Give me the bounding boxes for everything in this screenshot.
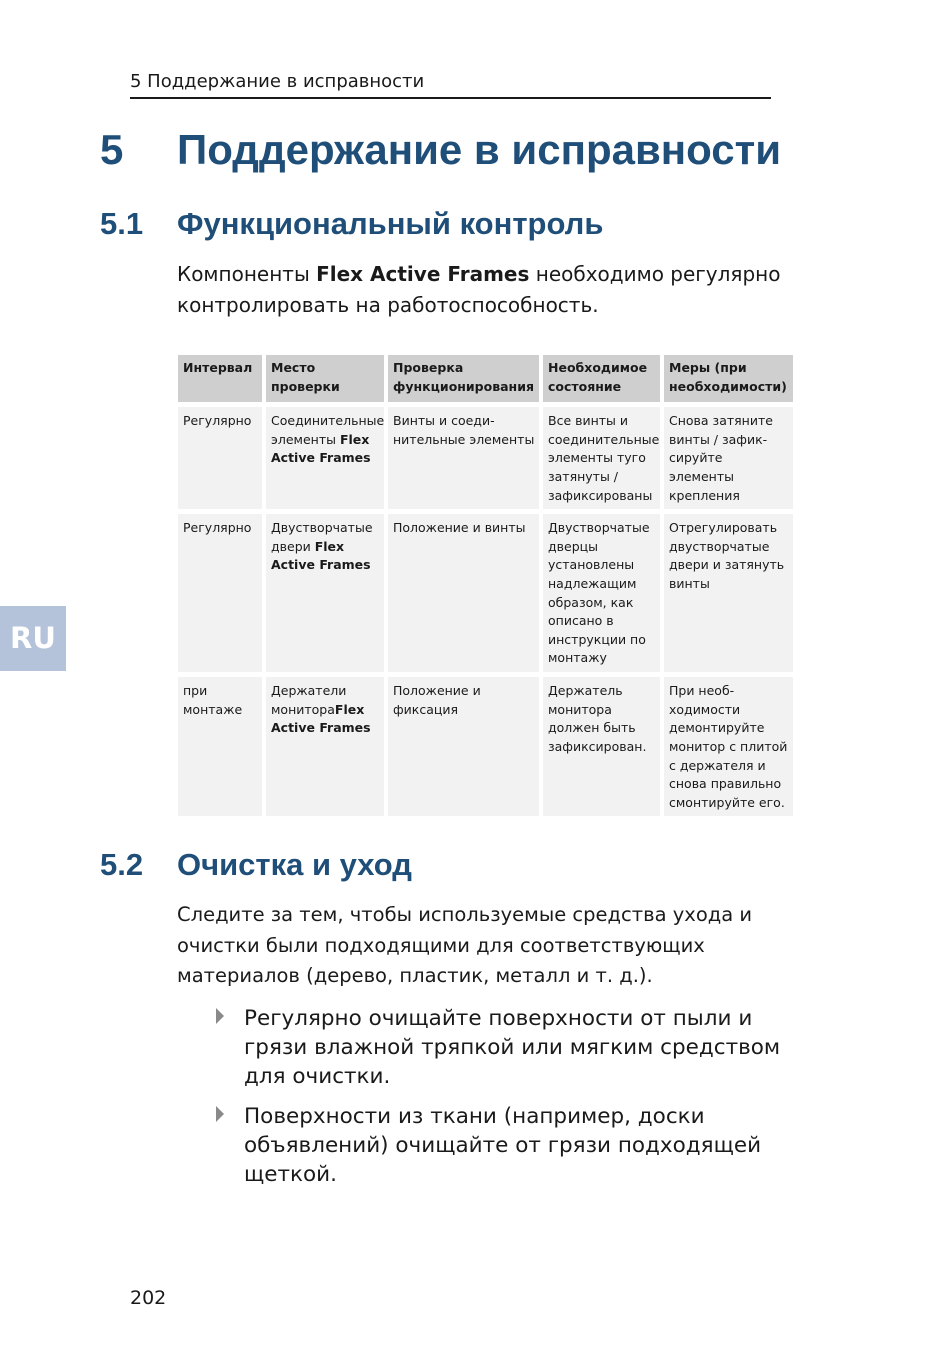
list-item <box>214 1102 804 1189</box>
section-1-number: 5.1 <box>100 206 144 241</box>
header-interval: Интервал <box>178 355 262 402</box>
cell-place-text: Соединительные элементы <box>271 413 385 447</box>
chapter-title-text: Поддержание в исправности <box>177 126 782 173</box>
section-1-heading <box>100 204 603 244</box>
cell-state: Держатель монитора должен быть зафиксирован. <box>543 677 660 816</box>
section-1-intro <box>177 259 797 320</box>
cell-measures: При необ-ходимости демонтируйте монитор с плитой с держателя и снова правильно смонтируйте его. <box>664 677 793 816</box>
section-2-number: 5.2 <box>100 847 144 882</box>
page-number: 202 <box>130 1287 167 1309</box>
chapter-number: 5 <box>100 126 124 173</box>
header-place: Место проверки <box>266 355 384 402</box>
cell-state: Двустворчатые дверцы установлены надлежащим образом, как описано в инструкции по монтажу <box>543 514 660 672</box>
header-state: Необходимое состояние <box>543 355 660 402</box>
cell-place <box>266 514 384 672</box>
chapter-title <box>100 124 781 176</box>
cell-check: Положение и фиксация <box>388 677 539 816</box>
function-check-table <box>174 350 797 821</box>
cell-place-product: Flex Active Frames <box>271 431 371 466</box>
section-2-intro: Следите за тем, чтобы используемые средства ухода и очистки были подходящими для соответствующих материалов (дерево, пластик, металл и т. д.). <box>177 903 753 987</box>
cell-interval: при монтаже <box>178 677 262 816</box>
header-check: Проверка функционирования <box>388 355 539 402</box>
language-tab-label: RU <box>10 621 56 655</box>
cell-check: Винты и соеди-нительные элементы <box>388 407 539 509</box>
table-row <box>178 407 793 509</box>
list-item <box>214 1004 804 1091</box>
table-header-row <box>178 355 793 402</box>
triangle-bullet-icon <box>216 1008 224 1024</box>
header-measures: Меры (при необходимости) <box>664 355 793 402</box>
section-1-intro-after: необходимо регулярно контролировать на работоспособность. <box>177 262 781 317</box>
cell-place-product: Flex Active Frames <box>271 701 371 736</box>
cell-interval: Регулярно <box>178 407 262 509</box>
cell-place <box>266 407 384 509</box>
triangle-bullet-icon <box>216 1106 224 1122</box>
language-tab <box>0 606 66 671</box>
section-1-intro-before: Компоненты <box>177 262 317 286</box>
cell-place-text: Держатели монитора <box>271 683 347 717</box>
cell-state: Все винты и соединительные элементы туго затянуты / зафиксированы <box>543 407 660 509</box>
list-item-text: Регулярно очищайте поверхности от пыли и грязи влажной тряпкой или мягким средством для очистки. <box>244 1006 781 1089</box>
cell-measures: Отрегулировать двустворчатые двери и затянуть винты <box>664 514 793 672</box>
section-2-heading <box>100 845 412 885</box>
cell-check: Положение и винты <box>388 514 539 672</box>
running-header-title: 5 Поддержание в исправности <box>130 71 425 92</box>
table-row <box>178 514 793 672</box>
care-instructions-list <box>214 1004 804 1200</box>
section-2-title: Очистка и уход <box>177 847 412 882</box>
cell-place-product: Flex Active Frames <box>271 538 371 573</box>
cell-place-text: Двустворчатые двери <box>271 520 373 554</box>
section-1-title: Функциональный контроль <box>177 206 604 241</box>
running-header <box>130 70 771 99</box>
section-1-intro-product: Flex Active Frames <box>316 262 530 286</box>
cell-measures: Снова затяните винты / зафик-сируйте элементы крепления <box>664 407 793 509</box>
cell-place <box>266 677 384 816</box>
list-item-text: Поверхности из ткани (например, доски объявлений) очищайте от грязи подходящей щеткой. <box>244 1104 762 1187</box>
table-row <box>178 677 793 816</box>
cell-interval: Регулярно <box>178 514 262 672</box>
